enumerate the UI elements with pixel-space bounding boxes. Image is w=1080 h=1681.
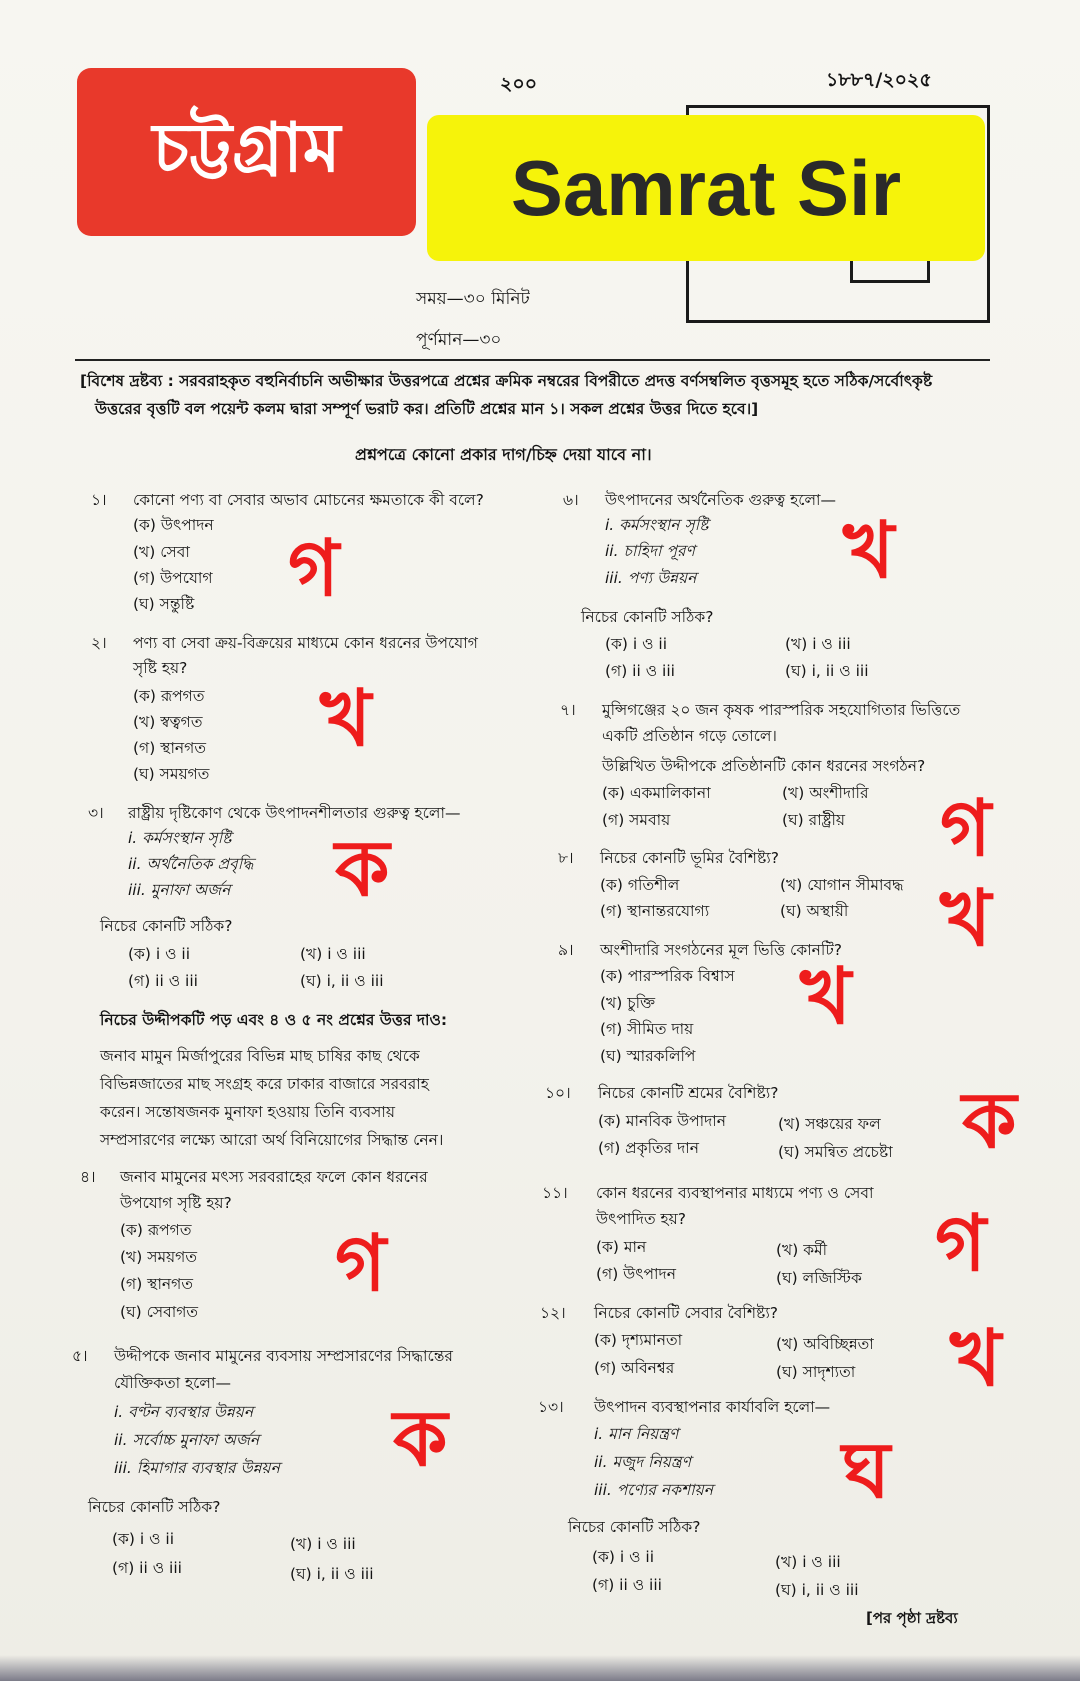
q11-option-b: (খ) কর্মী [776,1241,828,1259]
page-number: ২০০ [500,73,538,95]
q3-option-c: (গ) ii ও iii [128,972,198,990]
q13-option-a: (ক) i ও ii [592,1548,655,1566]
q7-number: ৭। [560,701,576,719]
q6-option-d: (ঘ) i, ii ও iii [785,662,869,680]
q6-option-c: (গ) ii ও iii [605,662,675,680]
q3-number: ৩। [88,804,104,822]
q3-prompt: নিচের কোনটি সঠিক? [100,917,233,935]
q7-option-c: (গ) সমবায় [602,811,671,829]
q8-answer: খ [940,874,992,964]
next-page-note: [পর পৃষ্ঠা দ্রষ্টব্য [866,1609,958,1627]
q12-answer: খ [950,1314,1002,1404]
q6-option-a: (ক) i ও ii [605,635,668,653]
q1-option-d: (ঘ) সন্তুষ্টি [133,595,195,613]
q10-text: নিচের কোনটি শ্রমের বৈশিষ্ট্য? [598,1084,779,1102]
q2-number: ২। [91,634,107,652]
full-marks: পূর্ণমান—৩০ [416,330,502,350]
q4-answer: গ [335,1219,387,1309]
q5-number: ৫। [72,1347,88,1365]
q8-number: ৮। [558,849,574,867]
q5-option-d: (ঘ) i, ii ও iii [290,1565,374,1583]
stem-line-4: সম্প্রসারণের লক্ষ্যে আরো অর্থ বিনিয়োগের সিদ্ধান্ত নেন। [100,1131,444,1149]
q11-text-1: কোন ধরনের ব্যবস্থাপনার মাধ্যমে পণ্য ও সেবা [596,1184,874,1202]
q4-option-d: (ঘ) সেবাগত [120,1303,199,1321]
q11-text-2: উৎপাদিত হয়? [596,1210,687,1228]
q13-number: ১৩। [538,1398,564,1416]
q9-option-a: (ক) পারস্পরিক বিশ্বাস [600,967,735,985]
q4-option-c: (গ) স্থানগত [120,1275,193,1293]
q7-option-b: (খ) অংশীদারি [782,784,869,802]
q12-option-a: (ক) দৃশ্যমানতা [594,1331,683,1349]
q2-text-2: সৃষ্টি হয়? [133,659,188,677]
q6-prompt: নিচের কোনটি সঠিক? [581,608,714,626]
q4-option-b: (খ) সময়গত [120,1248,197,1266]
q5-text-2: যৌক্তিকতা হলো— [114,1374,231,1392]
q8-option-d: (ঘ) অস্থায়ী [780,902,849,920]
q9-number: ৯। [558,941,574,959]
q1-option-c: (গ) উপযোগ [133,569,213,587]
q6-text: উৎপাদনের অর্থনৈতিক গুরুত্ব হলো— [605,491,837,509]
instruction-line-1: [বিশেষ দ্রষ্টব্য : সরবরাহকৃত বহুনির্বাচনি অভীক্ষার উত্তরপত্রে প্রশ্নের ক্রমিক নম্বরের বিপরীতে প্রদত্ত বর্ণসম্বলিত বৃত্তসমূহ হতে সঠিক/সর্বোৎকৃষ্ট [80,372,933,390]
q6-statement-i: i. কর্মসংস্থান সৃষ্টি [605,516,709,534]
q6-option-b: (খ) i ও iii [785,635,851,653]
q2-option-b: (খ) স্বত্বগত [133,713,203,731]
q12-text: নিচের কোনটি সেবার বৈশিষ্ট্য? [594,1304,779,1322]
q11-answer: গ [935,1199,987,1289]
q5-prompt: নিচের কোনটি সঠিক? [88,1498,221,1516]
warning-note: প্রশ্নপত্রে কোনো প্রকার দাগ/চিহ্ন দেয়া যাবে না। [355,445,652,464]
q1-option-b: (খ) সেবা [133,543,190,561]
q11-number: ১১। [542,1184,568,1202]
q5-statement-iii: iii. হিমাগার ব্যবস্থার উন্নয়ন [114,1459,280,1477]
q6-statement-iii: iii. পণ্য উন্নয়ন [605,569,697,587]
q5-statement-i: i. বণ্টন ব্যবস্থার উন্নয়ন [114,1403,254,1421]
q4-number: ৪। [80,1168,96,1186]
q5-option-b: (খ) i ও iii [290,1535,356,1553]
q13-statement-ii: ii. মজুদ নিয়ন্ত্রণ [594,1453,691,1471]
stem-line-2: বিভিন্নজাতের মাছ সংগ্রহ করে ঢাকার বাজারে সরবরাহ [100,1075,429,1093]
q3-statement-i: i. কর্মসংস্থান সৃষ্টি [128,829,232,847]
q3-text: রাষ্ট্রীয় দৃষ্টিকোণ থেকে উৎপাদনশীলতার গুরুত্ব হলো— [128,804,461,822]
q1-text: কোনো পণ্য বা সেবার অভাব মোচনের ক্ষমতাকে কী বলে? [133,491,484,509]
q13-option-c: (গ) ii ও iii [592,1576,662,1594]
q11-option-a: (ক) মান [596,1238,647,1256]
q13-statement-iii: iii. পণ্যের নকশায়ন [594,1481,713,1499]
q2-option-d: (ঘ) সময়গত [133,765,210,783]
q13-text: উৎপাদন ব্যবস্থাপনার কার্যাবলি হলো— [594,1398,831,1416]
teacher-banner: Samrat Sir [427,115,985,261]
q4-text-2: উপযোগ সৃষ্টি হয়? [120,1194,232,1212]
q5-text-1: উদ্দীপকে জনাব মামুনের ব্যবসায় সম্প্রসারণের সিদ্ধান্তের [114,1347,453,1365]
stem-lead: নিচের উদ্দীপকটি পড় এবং ৪ ও ৫ নং প্রশ্নের উত্তর দাও: [100,1011,448,1029]
q3-option-a: (ক) i ও ii [128,945,191,963]
q7-text-3: উল্লিখিত উদ্দীপকে প্রতিষ্ঠানটি কোন ধরনের সংগঠন? [602,757,926,775]
q13-option-d: (ঘ) i, ii ও iii [775,1581,859,1599]
q9-answer: খ [800,952,852,1042]
q9-text: অংশীদারি সংগঠনের মূল ভিত্তি কোনটি? [600,941,843,959]
q8-option-c: (গ) স্থানান্তরযোগ্য [600,902,710,920]
q10-number: ১০। [545,1084,571,1102]
q8-option-a: (ক) গতিশীল [600,876,680,894]
q11-option-c: (গ) উৎপাদন [596,1265,676,1283]
q7-answer: গ [940,784,992,874]
q11-option-d: (ঘ) লজিস্টিক [776,1269,862,1287]
q4-text-1: জনাব মামুনের মৎস্য সরবরাহের ফলে কোন ধরনের [120,1168,428,1186]
exam-time: সময়—৩০ মিনিট [416,289,530,309]
q4-option-a: (ক) রূপগত [120,1221,192,1239]
q10-option-b: (খ) সঞ্চয়ের ফল [778,1115,881,1133]
exam-code: ১৮৮৭/২০২৫ [826,69,932,91]
q5-statement-ii: ii. সর্বোচ্চ মুনাফা অর্জন [114,1431,260,1449]
board-banner: চট্টগ্রাম [77,68,416,236]
q2-text-1: পণ্য বা সেবা ক্রয়-বিক্রয়ের মাধ্যমে কোন ধরনের উপযোগ [133,634,478,652]
q3-option-d: (ঘ) i, ii ও iii [300,972,384,990]
header-rule [75,359,990,361]
q13-answer: ঘ [842,1426,891,1516]
q5-answer: ক [393,1394,448,1484]
q7-text-2: একটি প্রতিষ্ঠান গড়ে তোলে। [602,727,777,745]
stem-line-1: জনাব মামুন মির্জাপুরের বিভিন্ন মাছ চাষির কাছ থেকে [100,1047,420,1065]
q7-text-1: মুন্সিগঞ্জের ২০ জন কৃষক পারস্পরিক সহযোগিতার ভিত্তিতে [602,701,961,719]
q9-option-d: (ঘ) স্মারকলিপি [600,1047,696,1065]
q2-answer: খ [320,674,372,764]
scan-shadow [0,1655,1080,1681]
q1-number: ১। [91,491,107,509]
q6-number: ৬। [563,491,579,509]
q12-option-c: (গ) অবিনশ্বর [594,1359,675,1377]
q2-option-a: (ক) রূপগত [133,687,205,705]
q2-option-c: (গ) স্থানগত [133,739,206,757]
q9-option-b: (খ) চুক্তি [600,994,656,1012]
q6-answer: খ [843,506,895,596]
q5-option-a: (ক) i ও ii [112,1530,175,1548]
q3-statement-ii: ii. অর্থনৈতিক প্রবৃদ্ধি [128,855,254,873]
q8-text: নিচের কোনটি ভূমির বৈশিষ্ট্য? [600,849,779,867]
q5-option-c: (গ) ii ও iii [112,1559,182,1577]
q12-number: ১২। [540,1304,566,1322]
q12-option-d: (ঘ) সাদৃশ্যতা [776,1363,856,1381]
stem-line-3: করেন। সন্তোষজনক মুনাফা হওয়ায় তিনি ব্যবসায় [100,1103,396,1121]
q10-option-c: (গ) প্রকৃতির দান [598,1139,700,1157]
q1-answer: গ [288,524,340,614]
q3-option-b: (খ) i ও iii [300,945,366,963]
q1-option-a: (ক) উৎপাদন [133,516,214,534]
q9-option-c: (গ) সীমিত দায় [600,1020,694,1038]
q13-prompt: নিচের কোনটি সঠিক? [568,1518,701,1536]
q7-option-d: (ঘ) রাষ্ট্রীয় [782,811,846,829]
q3-answer: ক [335,824,390,914]
q8-option-b: (খ) যোগান সীমাবদ্ধ [780,876,904,894]
q12-option-b: (খ) অবিচ্ছিন্নতা [776,1335,874,1353]
q10-answer: ক [962,1076,1017,1166]
q6-statement-ii: ii. চাহিদা পূরণ [605,542,695,560]
q10-option-d: (ঘ) সমন্বিত প্রচেষ্টা [778,1143,893,1161]
q13-statement-i: i. মান নিয়ন্ত্রণ [594,1425,679,1443]
instruction-line-2: উত্তরের বৃত্তটি বল পয়েন্ট কলম দ্বারা সম্পূর্ণ ভরাট কর। প্রতিটি প্রশ্নের মান ১। সকল প্রশ্নের উত্তর দিতে হবে।] [95,400,759,418]
q10-option-a: (ক) মানবিক উপাদান [598,1112,727,1130]
q7-option-a: (ক) একমালিকানা [602,784,711,802]
q13-option-b: (খ) i ও iii [775,1553,841,1571]
q3-statement-iii: iii. মুনাফা অর্জন [128,881,231,899]
